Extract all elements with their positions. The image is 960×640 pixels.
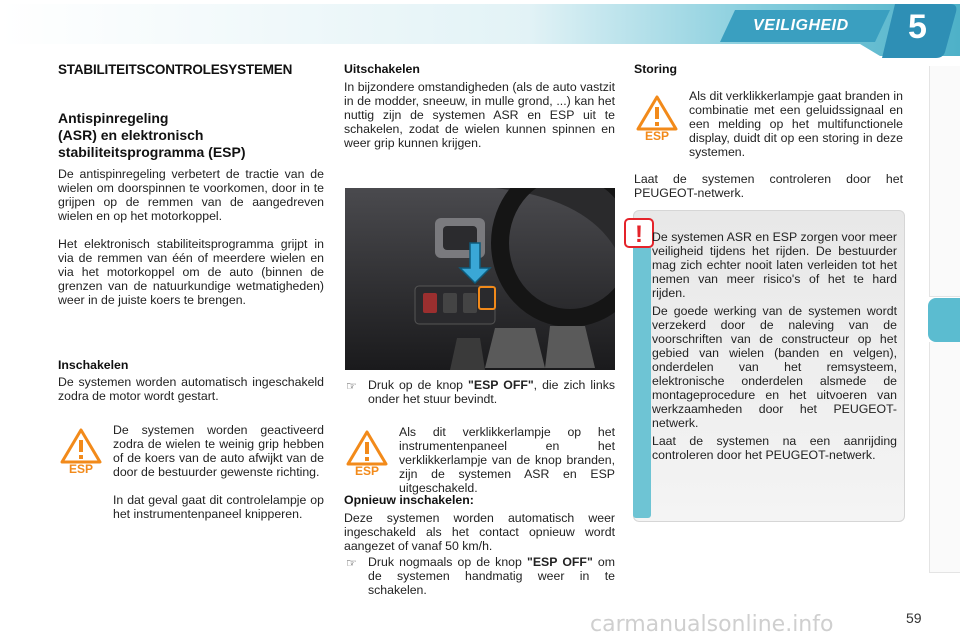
esp-note-blink: In dat geval gaat dit controlelampje op het instrumentenpaneel knipperen. — [113, 493, 324, 521]
side-tab — [929, 434, 960, 481]
subheading — [58, 110, 246, 161]
svg-text:ESP: ESP — [354, 464, 380, 476]
page-number: 59 — [906, 610, 922, 626]
inschakelen-heading: Inschakelen — [58, 358, 129, 372]
page-title: STABILITEITSCONTROLESYSTEMEN — [58, 62, 293, 77]
inschakelen-text: De systemen worden automatisch ingeschakeld zodra de motor wordt gestart. — [58, 375, 324, 403]
opnieuw-text: Deze systemen worden automatisch weer ingeschakeld als het contact opnieuw wordt aangezet of vanaf 50 km/h. — [344, 511, 615, 553]
bullet-2-button-label: "ESP OFF" — [527, 555, 593, 569]
bullet-1-text-end: , die zich links onder het stuur bevindt. — [368, 378, 615, 406]
side-tab — [929, 342, 960, 389]
svg-text:ESP: ESP — [68, 462, 94, 474]
uitschakelen-heading: Uitschakelen — [344, 62, 420, 76]
subheading-line-2: (ASR) en elektronisch — [58, 127, 204, 143]
esp-warning-icon-fault — [632, 95, 682, 141]
side-tab — [929, 526, 960, 573]
esp-note-active: De systemen worden geactiveerd zodra de wielen te weinig grip hebben of de koers van de auto afwijkt van de door de bestuurder gewenste richting. — [113, 423, 324, 479]
bullet-icon: ☞ — [346, 379, 357, 393]
side-tab — [929, 66, 960, 113]
bullet-esp-off-again — [368, 555, 615, 597]
side-tab — [929, 480, 960, 527]
bullet-icon: ☞ — [346, 556, 357, 570]
svg-text:ESP: ESP — [644, 129, 670, 141]
bullet-1-button-label: "ESP OFF" — [468, 378, 534, 392]
side-tab — [929, 204, 960, 251]
esp-note-off: Als dit verklikkerlampje op het instrumentenpaneel en het verklikkerlampje van de knop branden, zijn de systemen ASR en ESP uitgeschakeld. — [399, 425, 615, 495]
intro-paragraph-1: De antispinregeling verbetert de tractie van de wielen om doorspinnen te voorkomen, door in te grijpen op de remmen van de aangedreven wielen en op het motorkoppel. — [58, 167, 324, 223]
warning-stripe — [633, 222, 651, 518]
warning-paragraph-1: De systemen ASR en ESP zorgen voor meer veiligheid tijdens het rijden. De bestuurder mag zich echter nooit laten verleiden tot het nemen van meer risico's of het te hard rijden. — [652, 230, 897, 300]
esp-warning-icon — [56, 428, 106, 474]
uitschakelen-text: In bijzondere omstandigheden (als de auto vastzit in de modder, sneeuw, in mulle grond, ...) kan het nuttig zijn de systemen ASR en ESP uit te schakelen, zodat de wielen kunnen spinnen en weer grip kunnen krijgen. — [344, 80, 615, 150]
bullet-1-text: Druk op de knop — [368, 378, 469, 392]
watermark: carmanualsonline.info — [590, 612, 834, 637]
side-tab — [929, 112, 960, 159]
bullet-2-text-end: om de systemen handmatig weer in te schakelen. — [368, 555, 616, 597]
warning-paragraph-3: Laat de systemen na een aanrijding controleren door het PEUGEOT-netwerk. — [652, 434, 897, 462]
chapter-number: 5 — [908, 8, 927, 46]
storing-heading: Storing — [634, 62, 678, 76]
esp-warning-icon-off — [342, 430, 392, 476]
warning-paragraph-2: De goede werking van de systemen wordt verzekerd door de naleving van de voorschriften van de constructeur op het gebied van wielen (banden en velgen), onderdelen van het remsysteem, elektronische onderdelen alsmede de montageprocedure en het uitvoeren van werkzaamheden door het PEUGEOT-netwerk. — [652, 304, 897, 430]
dashboard-photo — [345, 188, 615, 370]
warning-content — [652, 230, 897, 462]
bullet-esp-off — [368, 378, 615, 406]
opnieuw-heading: Opnieuw inschakelen: — [344, 493, 474, 507]
intro-paragraph-2: Het elektronisch stabiliteitsprogramma grijpt in via de remmen van één of meerdere wielen en via het motorkoppel om de auto (binnen de grenzen van de natuurkundige wetmatigheden) weer in de juiste koers te brengen. — [58, 237, 324, 307]
section-title: VEILIGHEID — [753, 17, 849, 34]
bullet-2-text: Druk nogmaals op de knop — [368, 555, 527, 569]
svg-text:!: ! — [635, 221, 643, 248]
side-tab — [929, 158, 960, 205]
storing-text: Laat de systemen controleren door het PEUGEOT-netwerk. — [634, 172, 903, 200]
side-tab — [929, 388, 960, 435]
side-tab-active — [928, 298, 960, 342]
side-tab — [929, 250, 960, 297]
subheading-line-3: stabiliteitsprogramma (ESP) — [58, 144, 246, 160]
storing-note: Als dit verklikkerlampje gaat branden in combinatie met een geluidssignaal en een melding op het multifunctionele display, duidt dit op een storing in deze systemen. — [689, 89, 903, 159]
subheading-line-1: Antispinregeling — [58, 110, 169, 126]
exclamation-icon — [624, 218, 654, 248]
